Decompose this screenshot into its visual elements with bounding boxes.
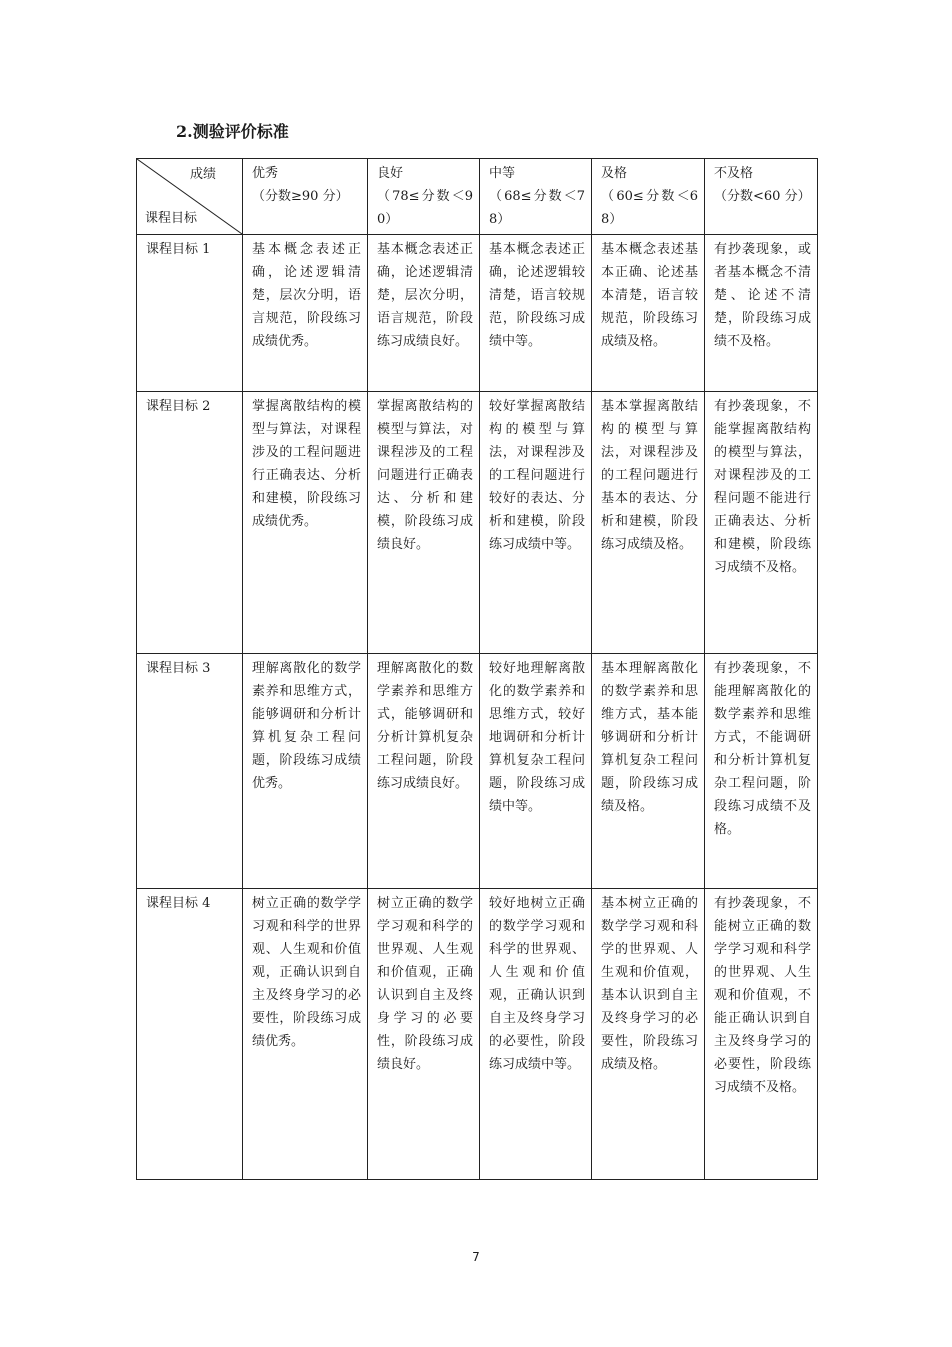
table-cell: 基本概念表述正确，论述逻辑清楚，层次分明，语言规范，阶段练习成绩优秀。 <box>243 235 368 392</box>
header-good: 良好 （78≤分数＜90） <box>368 159 480 235</box>
corner-cell <box>137 159 243 235</box>
table-row <box>137 235 818 392</box>
evaluation-table <box>136 158 818 1180</box>
table-cell: 较好地理解离散化的数学素养和思维方式，较好地调研和分析计算机复杂工程问题，阶段练习成绩中等。 <box>480 654 592 889</box>
row-goal: 课程目标 1 <box>137 235 243 392</box>
header-row <box>137 159 818 235</box>
table-cell: 基本树立正确的数学学习观和科学的世界观、人生观和价值观，基本认识到自主及终身学习的必要性，阶段练习成绩及格。 <box>592 889 705 1180</box>
section-title: 2.测验评价标准 <box>176 122 289 141</box>
header-fail: 不及格 （分数<60 分） <box>705 159 818 235</box>
table-cell: 较好地树立正确的数学学习观和科学的世界观、人生观和价值观，正确认识到自主及终身学习的必要性，阶段练习成绩中等。 <box>480 889 592 1180</box>
corner-label-grade: 成绩 <box>189 167 216 182</box>
table-cell: 有抄袭现象，或者基本概念不清楚、论述不清楚，阶段练习成绩不及格。 <box>705 235 818 392</box>
header-pass: 及格 （60≤分数＜68） <box>592 159 705 235</box>
row-goal: 课程目标 4 <box>137 889 243 1180</box>
table-row <box>137 889 818 1180</box>
table-cell: 基本掌握离散结构的模型与算法，对课程涉及的工程问题进行基本的表达、分析和建模，阶段练习成绩及格。 <box>592 392 705 654</box>
header-medium: 中等 （68≤分数＜78） <box>480 159 592 235</box>
table-cell: 有抄袭现象，不能理解离散化的数学素养和思维方式，不能调研和分析计算机复杂工程问题，阶段练习成绩不及格。 <box>705 654 818 889</box>
table-cell: 基本概念表述基本正确、论述基本清楚，语言较规范，阶段练习成绩及格。 <box>592 235 705 392</box>
table-cell: 掌握离散结构的模型与算法，对课程涉及的工程问题进行正确表达、分析和建模，阶段练习成绩优秀。 <box>243 392 368 654</box>
corner-label-goal: 课程目标 <box>145 211 198 226</box>
table-cell: 基本理解离散化的数学素养和思维方式，基本能够调研和分析计算机复杂工程问题，阶段练习成绩及格。 <box>592 654 705 889</box>
row-goal: 课程目标 3 <box>137 654 243 889</box>
table-cell: 较好掌握离散结构的模型与算法，对课程涉及的工程问题进行较好的表达、分析和建模，阶段练习成绩中等。 <box>480 392 592 654</box>
table-cell: 有抄袭现象，不能树立正确的数学学习观和科学的世界观、人生观和价值观，不能正确认识到自主及终身学习的必要性，阶段练习成绩不及格。 <box>705 889 818 1180</box>
table-cell: 有抄袭现象，不能掌握离散结构的模型与算法，对课程涉及的工程问题不能进行正确表达、分析和建模，阶段练习成绩不及格。 <box>705 392 818 654</box>
table-cell: 树立正确的数学学习观和科学的世界观、人生观和价值观，正确认识到自主及终身学习的必要性，阶段练习成绩优秀。 <box>243 889 368 1180</box>
header-excellent: 优秀 （分数≥90 分） <box>243 159 368 235</box>
table-cell: 理解离散化的数学素养和思维方式，能够调研和分析计算机复杂工程问题，阶段练习成绩良好。 <box>368 654 480 889</box>
table-cell: 基本概念表述正确，论述逻辑清楚，层次分明，语言规范，阶段练习成绩良好。 <box>368 235 480 392</box>
table-cell: 树立正确的数学学习观和科学的世界观、人生观和价值观，正确认识到自主及终身学习的必要性，阶段练习成绩良好。 <box>368 889 480 1180</box>
table-cell: 理解离散化的数学素养和思维方式，能够调研和分析计算机复杂工程问题，阶段练习成绩优秀。 <box>243 654 368 889</box>
row-goal: 课程目标 2 <box>137 392 243 654</box>
page-number: 7 <box>472 1250 480 1264</box>
table-row <box>137 654 818 889</box>
table-cell: 基本概念表述正确，论述逻辑较清楚，语言较规范，阶段练习成绩中等。 <box>480 235 592 392</box>
table-row <box>137 392 818 654</box>
table-cell: 掌握离散结构的模型与算法，对课程涉及的工程问题进行正确表达、分析和建模，阶段练习成绩良好。 <box>368 392 480 654</box>
